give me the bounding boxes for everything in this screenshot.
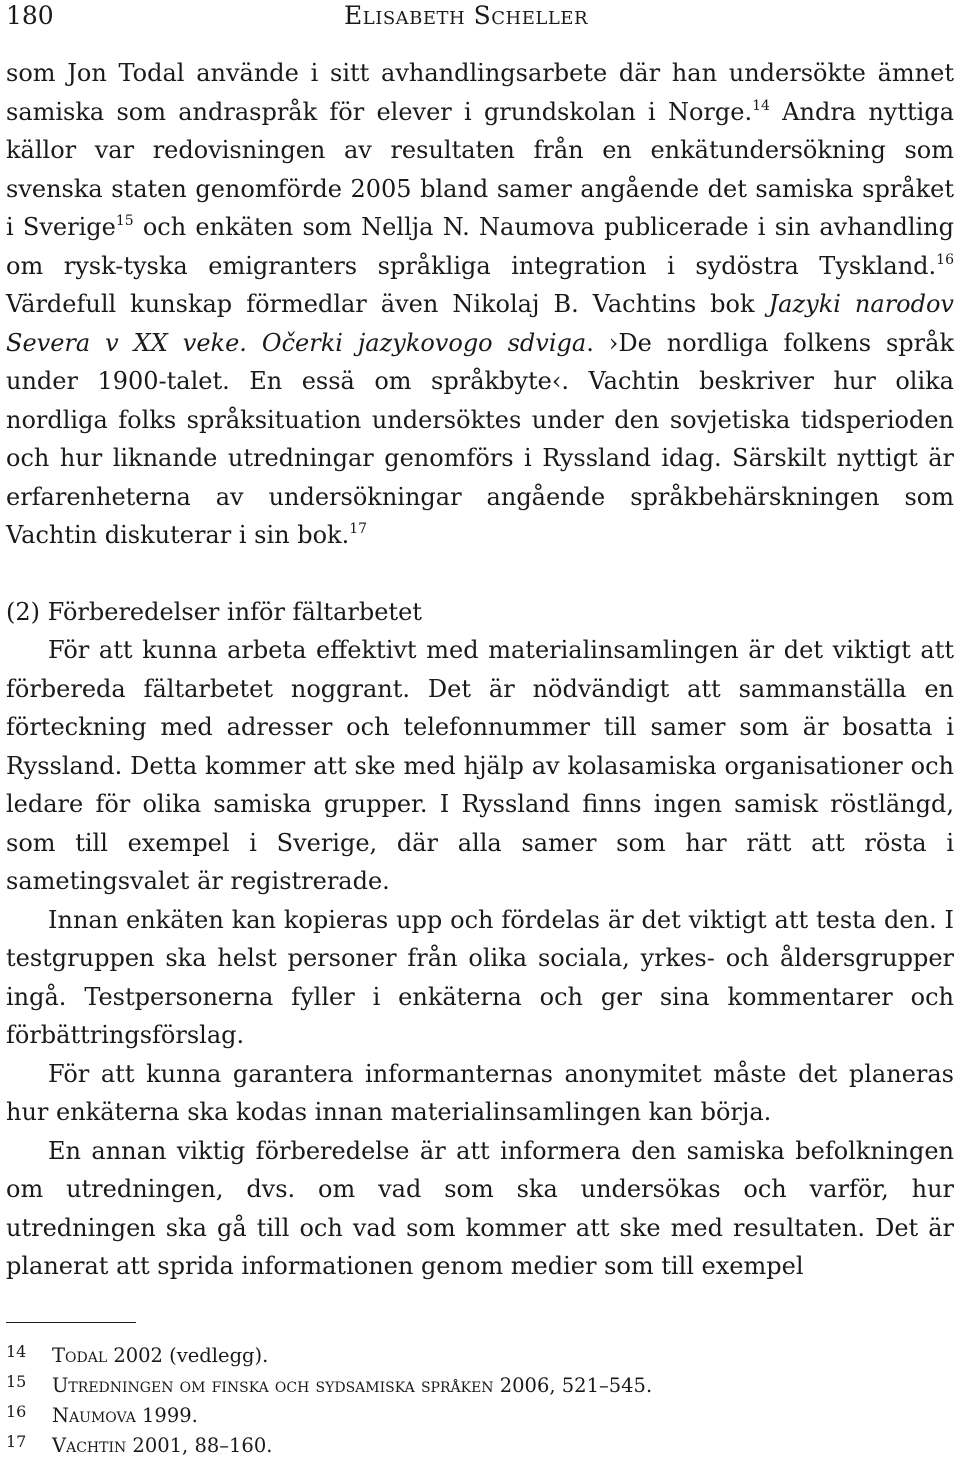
footnote-number: 14 (6, 1341, 27, 1361)
footnote-text: 2006, 521–545. (493, 1373, 653, 1397)
footnote-number: 16 (6, 1401, 27, 1421)
footnote-text: 1999. (135, 1403, 198, 1427)
footnote-14 (6, 1341, 954, 1371)
text-run: . ›De nordliga folkens språk under 1900-talet. En essä om språkbyte‹. Vachtin beskriver hur olika nordliga folks språksituation undersöktes under den sovjetiska tidsperioden och hur liknande utredningar genomförs i Ryssland idag. Särskilt nyttigt är erfarenheterna av undersökningar angående språkbehärskningen som Vachtin diskuterar i sin bok. (6, 328, 954, 549)
footnote-author: Todal (52, 1343, 108, 1367)
text-run: som Jon Todal använde i sitt avhandlingsarbete där han undersökte ämnet samiska som andraspråk för elever i grundskolan i Norge. (6, 59, 954, 126)
body-text (6, 54, 954, 1286)
footnotes (6, 1341, 954, 1461)
book-page (6, 0, 954, 1461)
paragraph (6, 54, 954, 555)
page-number: 180 (6, 1, 54, 30)
footnote-17 (6, 1431, 954, 1461)
text-run: Andra nyttiga källor var redovisningen av resultaten från en enkätundersökning som svenska staten genomförde 2005 bland samer angående det samiska språket i Sverige (6, 97, 954, 241)
section-gap (6, 555, 954, 593)
book-title: Jazyki narodov Severa v XX veke. Očerki jazykovogo sdviga (6, 290, 954, 357)
footnote-ref[interactable]: 14 (752, 97, 770, 114)
section-heading: (2) Förberedelser inför fältarbetet (6, 597, 422, 626)
footnote-15 (6, 1371, 954, 1401)
running-head (6, 0, 954, 40)
footnote-ref[interactable]: 16 (936, 251, 954, 268)
text-run: Värdefull kunskap förmedlar även Nikolaj B. Vachtins bok (6, 290, 769, 318)
paragraph: Innan enkäten kan kopieras upp och fördelas är det viktigt att testa den. I testgruppen ska helst personer från olika sociala, yrkes- och åldersgrupper ingå. Testpersonerna fyller i enkäterna och ger sina kommentarer och förbättringsförslag. (6, 905, 954, 1049)
footnote-16 (6, 1401, 954, 1431)
footnote-number: 17 (6, 1431, 27, 1451)
footnote-rule (6, 1322, 136, 1323)
footnote-author: Vachtin (52, 1433, 127, 1457)
text-run: och enkäten som Nellja N. Naumova publicerade i sin avhandling om rysk-tyska emigranters språkliga integration i sydöstra Tyskland. (6, 213, 954, 280)
footnote-ref[interactable]: 15 (115, 213, 134, 229)
paragraph: För att kunna arbeta effektivt med materialinsamlingen är det viktigt att förbereda fältarbetet noggrant. Det är nödvändigt att sammanställa en förteckning med adresser och telefonnummer till samer som är bosatta i Ryssland. Detta kommer att ske med hjälp av kolasamiska organisationer och ledare för olika samiska grupper. I Ryssland finns ingen samisk röstlängd, som till exempel i Sverige, där alla samer som har rätt att rösta i sametingsvalet är registrerade. (6, 636, 954, 895)
paragraph: För att kunna garantera informanternas anonymitet måste det planeras hur enkäterna ska kodas innan materialinsamlingen kan börja. (6, 1059, 954, 1126)
paragraph: En annan viktig förberedelse är att informera den samiska befolkningen om utredningen, dvs. om vad som ska undersökas och varför, hur utredningen ska gå till och vad som kommer att ske med resultaten. Det är planerat att sprida informationen genom medier som till exempel (6, 1136, 954, 1280)
footnote-number: 15 (6, 1371, 27, 1391)
running-title: Elisabeth Scheller (344, 1, 588, 30)
footnote-text: 2001, 88–160. (126, 1433, 273, 1457)
footnote-text: 2002 (vedlegg). (107, 1343, 269, 1367)
footnote-author: Naumova (52, 1403, 136, 1427)
footnote-author: Utredningen om finska och sydsamiska språken (52, 1373, 494, 1397)
footnote-ref[interactable]: 17 (349, 521, 368, 537)
